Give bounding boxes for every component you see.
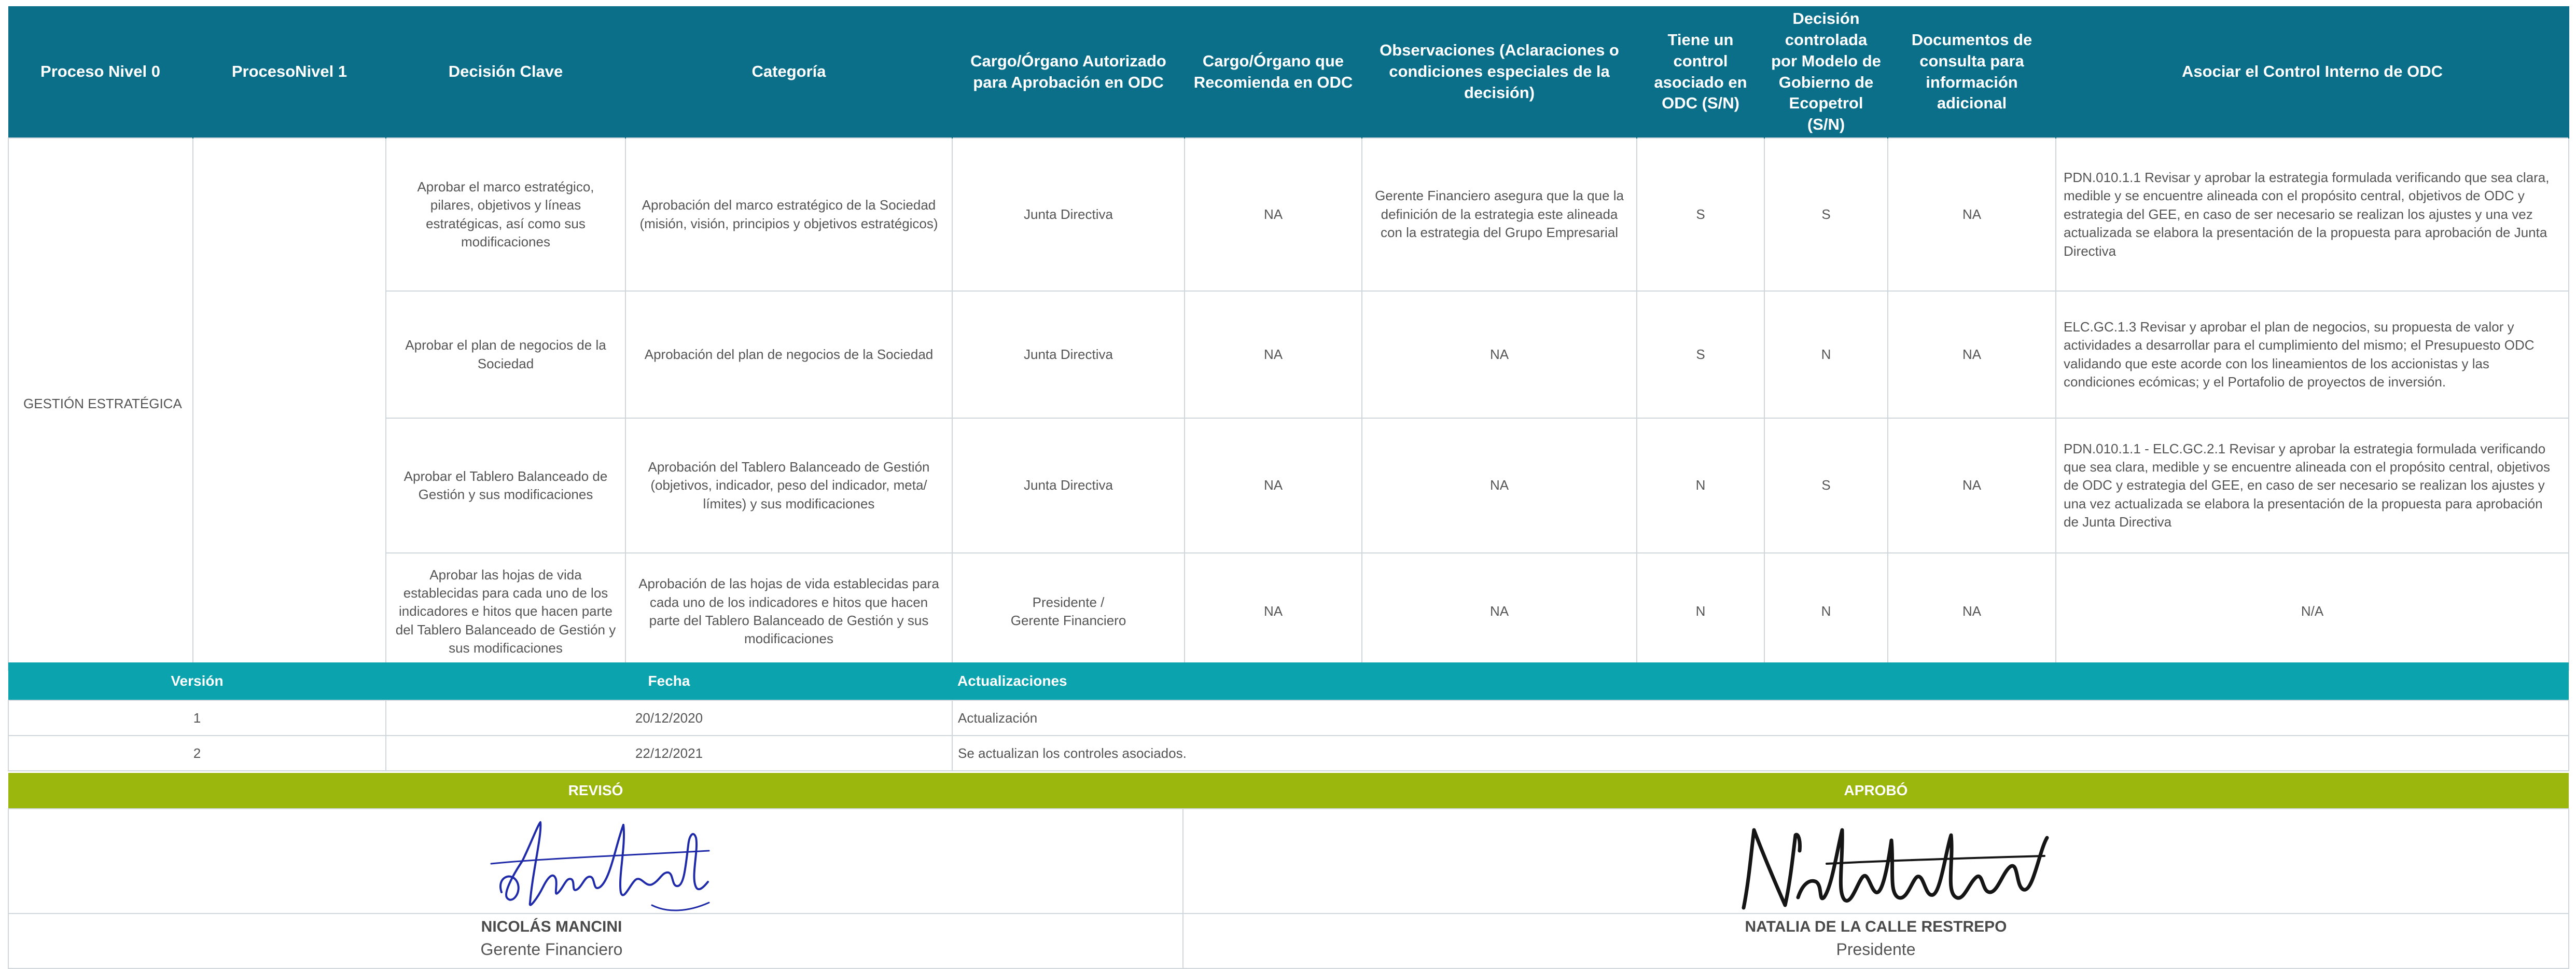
recomienda-cell: NA <box>1185 138 1362 291</box>
autoriza-cell: Junta Directiva <box>952 418 1185 553</box>
table-row <box>8 418 2569 553</box>
header-documentos: Documentos de consulta para información adicional <box>1888 6 2056 138</box>
documentos-cell: NA <box>1888 553 2056 670</box>
approval-header-row <box>8 773 2569 809</box>
categoria-cell: Aprobación de las hojas de vida establecidas para cada uno de los indicadores e hitos que hacen parte del Tablero Balanceado de Gestión y sus modificaciones <box>625 553 952 670</box>
decision-cell: Aprobar las hojas de vida establecidas para cada uno de los indicadores e hitos que hacen parte del Tablero Balanceado de Gestión y sus modificaciones <box>386 553 625 670</box>
asociar-cell: PDN.010.1.1 Revisar y aprobar la estrategia formulada verificando que sea clara, medible y se encuentre alineada con el propósito central, objetivos de ODC y estrategia del GEE, en caso de ser necesario se realizan los ajustes y una vez actualizada se elabora la presentación de la propuesta para aprobación de Junta Directiva <box>2056 138 2569 291</box>
version-table <box>8 662 2569 771</box>
proceso-nivel-1-cell <box>193 138 386 670</box>
fecha-cell: 20/12/2020 <box>386 700 952 736</box>
fecha-header: Fecha <box>386 662 952 700</box>
reviso-role: Gerente Financiero <box>480 940 623 959</box>
observaciones-cell: Gerente Financiero asegura que la que la definición de la estrategia este alineada con la estrategia del Grupo Empresarial <box>1362 138 1637 291</box>
observaciones-cell: NA <box>1362 291 1637 418</box>
reviso-name: NICOLÁS MANCINI <box>481 918 622 935</box>
recomienda-cell: NA <box>1185 418 1362 553</box>
approval-row <box>8 809 2569 968</box>
decision-cell: Aprobar el Tablero Balanceado de Gestión y sus modificaciones <box>386 418 625 553</box>
control-cell: S <box>1637 138 1764 291</box>
reviso-cell <box>8 809 1183 968</box>
fecha-cell: 22/12/2021 <box>386 736 952 771</box>
version-cell: 2 <box>8 736 386 771</box>
header-categoria: Categoría <box>625 6 952 138</box>
categoria-cell: Aprobación del Tablero Balanceado de Gestión (objetivos, indicador, peso del indicador, meta/ límites) y sus modificaciones <box>625 418 952 553</box>
actualizaciones-cell: Se actualizan los controles asociados. <box>952 736 2569 771</box>
categoria-cell: Aprobación del marco estratégico de la Sociedad (misión, visión, principios y objetivos estratégicos) <box>625 138 952 291</box>
observaciones-cell: NA <box>1362 553 1637 670</box>
aprobo-role: Presidente <box>1836 940 1916 959</box>
documentos-cell: NA <box>1888 418 2056 553</box>
autoriza-cell: Presidente / Gerente Financiero <box>952 553 1185 670</box>
control-cell: N <box>1637 553 1764 670</box>
reviso-header: REVISÓ <box>8 773 1183 809</box>
aprobo-cell <box>1183 809 2569 968</box>
version-header-row <box>8 662 2569 700</box>
decision-table <box>8 6 2569 671</box>
asociar-cell: PDN.010.1.1 - ELC.GC.2.1 Revisar y aprobar la estrategia formulada verificando que sea clara, medible y se encuentre alineada con el propósito central, objetivos de ODC y estrategia del GEE, en caso de ser necesario se realizan los ajustes y una vez actualizada se elabora la presentación de la propuesta para aprobación de Junta Directiva <box>2056 418 2569 553</box>
actualizaciones-header: Actualizaciones <box>952 662 2569 700</box>
header-observaciones: Observaciones (Aclaraciones o condiciones especiales de la decisión) <box>1362 6 1637 138</box>
reviso-signature-icon <box>481 814 730 918</box>
header-cargo-autorizado: Cargo/Órgano Autorizado para Aprobación en ODC <box>952 6 1185 138</box>
header-asociar-control: Asociar el Control Interno de ODC <box>2056 6 2569 138</box>
aprobo-signature-icon <box>1733 820 2065 913</box>
categoria-cell: Aprobación del plan de negocios de la Sociedad <box>625 291 952 418</box>
aprobo-divider <box>1183 913 2568 914</box>
version-row <box>8 700 2569 736</box>
recomienda-cell: NA <box>1185 291 1362 418</box>
aprobo-header: APROBÓ <box>1183 773 2569 809</box>
asociar-cell: ELC.GC.1.3 Revisar y aprobar el plan de negocios, su propuesta de valor y actividades a desarrollar para el cumplimiento del mismo; el Presupuesto ODC validando que este acorde con los lineamientos de los accionistas y las condiciones ecómicas; y el Portafolio de proyectos de inversión. <box>2056 291 2569 418</box>
modelo-cell: S <box>1764 418 1888 553</box>
table-row <box>8 553 2569 670</box>
aprobo-name: NATALIA DE LA CALLE RESTREPO <box>1745 918 2007 935</box>
table-row <box>8 291 2569 418</box>
control-cell: S <box>1637 291 1764 418</box>
modelo-cell: S <box>1764 138 1888 291</box>
version-header: Versión <box>8 662 386 700</box>
observaciones-cell: NA <box>1362 418 1637 553</box>
recomienda-cell: NA <box>1185 553 1362 670</box>
autoriza-cell: Junta Directiva <box>952 138 1185 291</box>
documentos-cell: NA <box>1888 291 2056 418</box>
actualizaciones-cell: Actualización <box>952 700 2569 736</box>
header-decision-controlada: Decisión controlada por Modelo de Gobierno de Ecopetrol (S/N) <box>1764 6 1888 138</box>
header-proceso-nivel-0: Proceso Nivel 0 <box>8 6 193 138</box>
header-cargo-recomienda: Cargo/Órgano que Recomienda en ODC <box>1185 6 1362 138</box>
decision-cell: Aprobar el marco estratégico, pilares, objetivos y líneas estratégicas, así como sus modificaciones <box>386 138 625 291</box>
decision-cell: Aprobar el plan de negocios de la Sociedad <box>386 291 625 418</box>
documentos-cell: NA <box>1888 138 2056 291</box>
modelo-cell: N <box>1764 291 1888 418</box>
version-row <box>8 736 2569 771</box>
version-cell: 1 <box>8 700 386 736</box>
control-cell: N <box>1637 418 1764 553</box>
proceso-nivel-0-cell: GESTIÓN ESTRATÉGICA <box>8 138 193 670</box>
autoriza-cell: Junta Directiva <box>952 291 1185 418</box>
header-tiene-control: Tiene un control asociado en ODC (S/N) <box>1637 6 1764 138</box>
approval-table <box>8 773 2569 969</box>
header-proceso-nivel-1: ProcesoNivel 1 <box>193 6 386 138</box>
table-header-row <box>8 6 2569 138</box>
table-row <box>8 138 2569 291</box>
asociar-cell: N/A <box>2056 553 2569 670</box>
header-decision-clave: Decisión Clave <box>386 6 625 138</box>
modelo-cell: N <box>1764 553 1888 670</box>
